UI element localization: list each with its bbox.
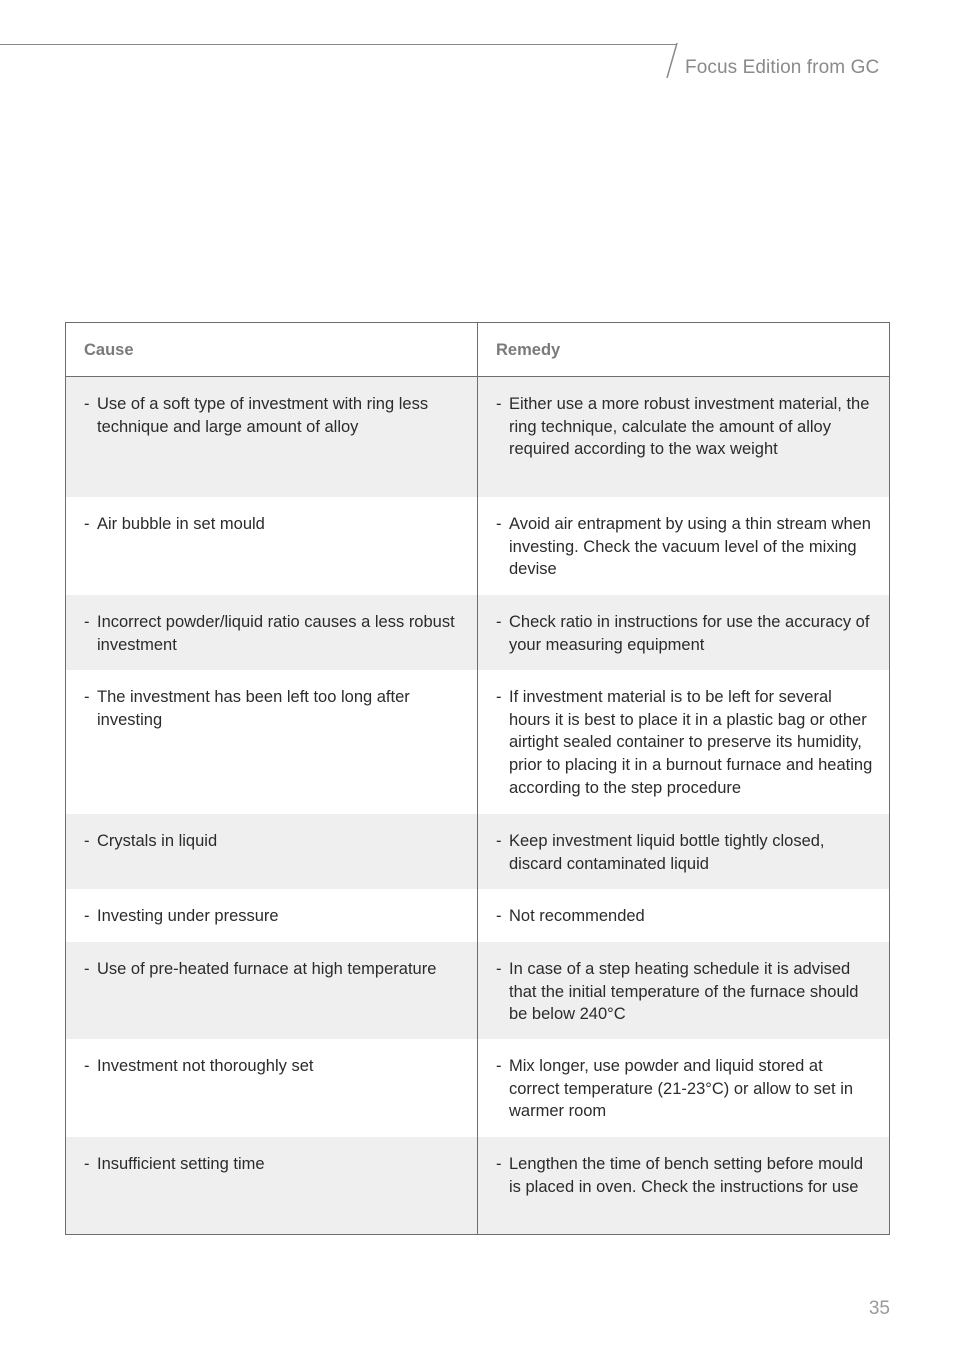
header-rule [0, 44, 676, 45]
cause-cell [66, 377, 478, 497]
cause-text: The investment has been left too long after investing [97, 688, 410, 729]
remedy-cell [478, 497, 889, 595]
page-number: 35 [868, 1298, 890, 1319]
cause-remedy-table [65, 322, 890, 1235]
bullet-dash: - [496, 907, 502, 925]
table-row [66, 377, 889, 497]
bullet-dash: - [84, 1155, 90, 1173]
remedy-text: Not recommended [509, 907, 645, 925]
bullet-dash: - [84, 1057, 90, 1075]
table-row [66, 1039, 889, 1137]
cause-cell [66, 889, 478, 942]
cause-text: Air bubble in set mould [97, 515, 265, 533]
table-row [66, 497, 889, 595]
header-slash-divider [660, 42, 684, 80]
remedy-text: Avoid air entrapment by using a thin stream when investing. Check the vacuum level of the mixing devise [509, 515, 871, 579]
remedy-cell [478, 1039, 889, 1137]
cause-cell [66, 1137, 478, 1234]
remedy-cell [478, 942, 889, 1039]
cause-text: Insufficient setting time [97, 1155, 265, 1173]
remedy-text: Check ratio in instructions for use the accuracy of your measuring equipment [509, 613, 870, 654]
cause-cell [66, 670, 478, 814]
table-header-row [66, 323, 889, 377]
bullet-dash: - [496, 613, 502, 631]
cause-cell [66, 595, 478, 670]
remedy-text: Lengthen the time of bench setting before mould is placed in oven. Check the instructions for use [509, 1155, 864, 1196]
bullet-dash: - [496, 960, 502, 978]
table-row [66, 595, 889, 670]
remedy-cell [478, 814, 889, 889]
bullet-dash: - [496, 395, 502, 413]
bullet-dash: - [496, 832, 502, 850]
cause-text: Use of pre-heated furnace at high temperature [97, 960, 437, 978]
remedy-cell [478, 889, 889, 942]
table-row [66, 670, 889, 814]
cause-cell [66, 942, 478, 1039]
cause-text: Use of a soft type of investment with ring less technique and large amount of alloy [97, 395, 429, 436]
cause-cell [66, 1039, 478, 1137]
bullet-dash: - [84, 688, 90, 706]
cause-text: Investing under pressure [97, 907, 279, 925]
remedy-cell [478, 670, 889, 814]
table-row [66, 889, 889, 942]
remedy-text: Mix longer, use powder and liquid stored at correct temperature (21-23°C) or allow to set in warmer room [509, 1057, 854, 1121]
cause-text: Investment not thoroughly set [97, 1057, 314, 1075]
bullet-dash: - [496, 688, 502, 706]
cause-text: Incorrect powder/liquid ratio causes a less robust investment [97, 613, 455, 654]
cause-cell [66, 814, 478, 889]
remedy-cell [478, 595, 889, 670]
bullet-dash: - [496, 1057, 502, 1075]
table-row [66, 942, 889, 1039]
table-row [66, 1137, 889, 1234]
remedy-cell [478, 1137, 889, 1234]
column-header-remedy: Remedy [496, 341, 561, 359]
remedy-cell [478, 377, 889, 497]
bullet-dash: - [496, 515, 502, 533]
remedy-text: Either use a more robust investment material, the ring technique, calculate the amount of alloy required according to the wax weight [509, 395, 870, 459]
cause-cell [66, 497, 478, 595]
bullet-dash: - [84, 613, 90, 631]
bullet-dash: - [496, 1155, 502, 1173]
bullet-dash: - [84, 832, 90, 850]
bullet-dash: - [84, 395, 90, 413]
header-title: Focus Edition from GC [685, 57, 880, 78]
bullet-dash: - [84, 907, 90, 925]
bullet-dash: - [84, 515, 90, 533]
remedy-text: If investment material is to be left for several hours it is best to place it in a plastic bag or other airtight sealed container to preserve its humidity, prior to placing it in a burnout furnace and heating according to the step procedure [509, 688, 873, 797]
remedy-text: Keep investment liquid bottle tightly closed, discard contaminated liquid [509, 832, 825, 873]
cause-text: Crystals in liquid [97, 832, 218, 850]
column-header-cause: Cause [66, 323, 478, 376]
bullet-dash: - [84, 960, 90, 978]
remedy-text: In case of a step heating schedule it is advised that the initial temperature of the furnace should be below 240°C [509, 960, 859, 1024]
table-row [66, 814, 889, 889]
